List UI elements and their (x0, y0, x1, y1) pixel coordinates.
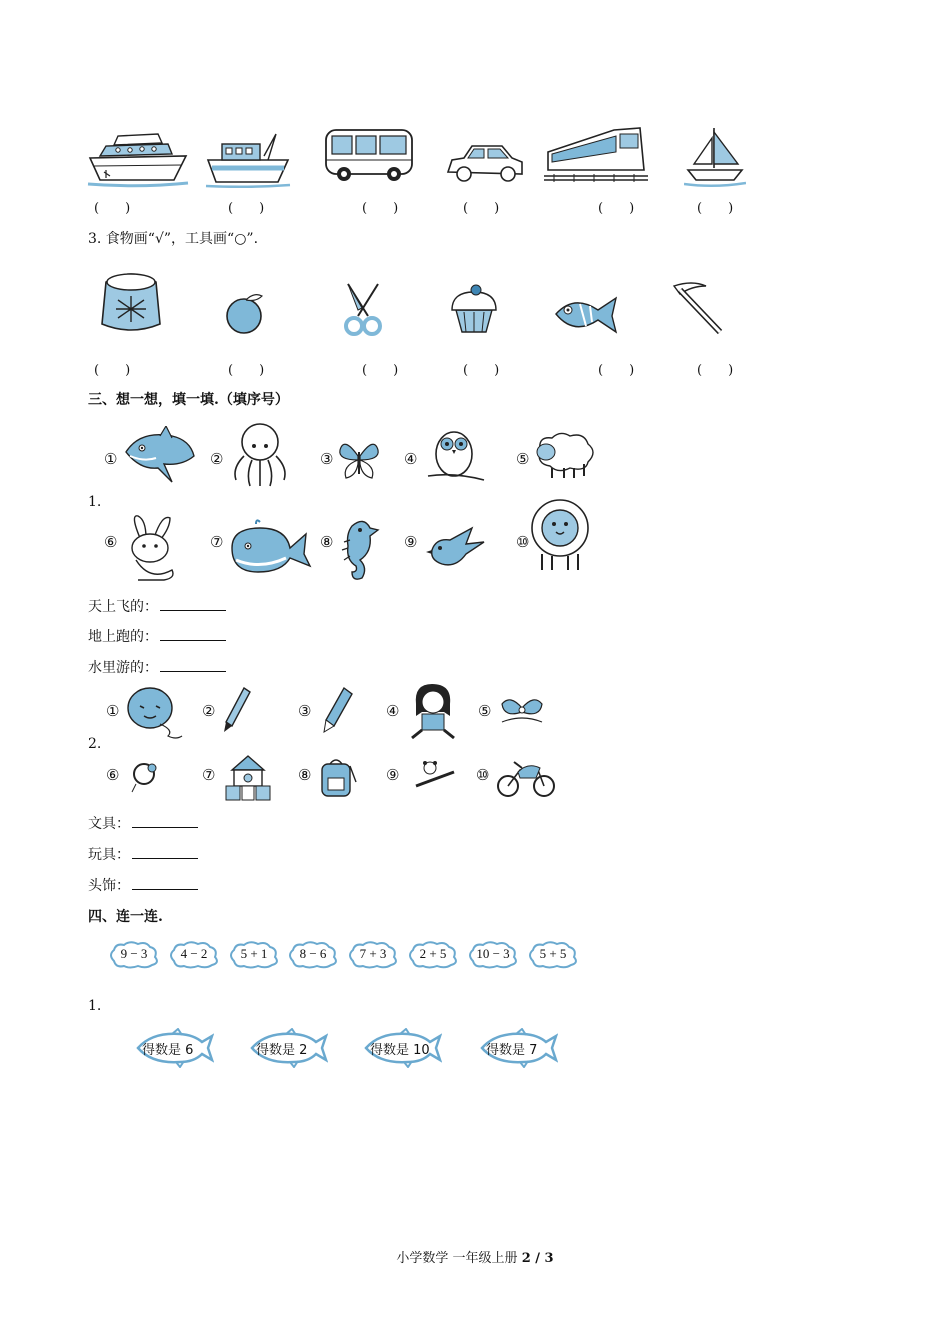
fishing-boat-picture (204, 130, 292, 188)
butterfly-picture (336, 436, 382, 482)
car-picture (444, 140, 526, 188)
expression-cloud[interactable] (407, 941, 459, 969)
backpack-picture (318, 756, 358, 800)
item-number: ⑩ (516, 533, 530, 551)
q3-answer-paren[interactable]: ( ) (463, 363, 500, 378)
expression-cloud[interactable] (108, 941, 160, 969)
answer-blank[interactable] (160, 597, 226, 611)
question-3-instruction: 3. 食物画“√”，工具画“○”. (88, 231, 259, 247)
expression-cloud[interactable] (287, 941, 339, 969)
item-number: ① (104, 450, 118, 468)
expression-text: 4 − 2 (180, 946, 208, 961)
transport-answer-paren[interactable]: ( ) (697, 201, 734, 216)
seahorse-picture (338, 516, 382, 586)
sailboat-picture (684, 124, 746, 188)
bus-picture (322, 126, 416, 186)
fill-label: 玩具： (88, 847, 130, 863)
transport-answer-paren[interactable]: ( ) (463, 201, 500, 216)
owl-picture (424, 426, 486, 488)
balloon-picture (124, 684, 184, 742)
expression-text: 10 − 3 (476, 946, 510, 961)
item-number: ② (202, 702, 216, 720)
item-number: ⑨ (404, 533, 418, 551)
hair-bow-picture (500, 694, 544, 726)
result-fish[interactable] (360, 1028, 442, 1068)
expression-text: 5 + 5 (539, 946, 567, 961)
answer-blank[interactable] (132, 876, 198, 890)
rice-sack-picture (96, 264, 166, 336)
motorcycle-picture (496, 754, 556, 798)
expression-text: 5 + 1 (240, 946, 268, 961)
item-number: ③ (320, 450, 334, 468)
fill-headwear (88, 875, 198, 895)
footer-text: 小学数学 一年级上册 (396, 1251, 522, 1266)
result-text: 得数是 10 (370, 1043, 430, 1058)
pen-picture (222, 686, 252, 736)
item-number: ② (210, 450, 224, 468)
answer-blank[interactable] (132, 845, 198, 859)
scissors-picture (340, 282, 386, 338)
result-fish[interactable] (132, 1028, 214, 1068)
dolphin-picture (120, 426, 202, 488)
doll-picture (408, 682, 458, 742)
panda-pencil-picture (412, 760, 456, 790)
sheep-picture (530, 430, 598, 480)
orange-picture (222, 290, 270, 336)
q3-answer-paren[interactable]: ( ) (697, 363, 734, 378)
expression-text: 7 + 3 (359, 946, 387, 961)
item-number: ⑤ (516, 450, 530, 468)
q3-answer-paren[interactable]: ( ) (362, 363, 399, 378)
transport-answer-paren[interactable]: ( ) (362, 201, 399, 216)
answer-blank[interactable] (160, 627, 226, 641)
item-number: ⑧ (298, 766, 312, 784)
expression-cloud[interactable] (467, 941, 519, 969)
q3-answer-paren[interactable]: ( ) (598, 363, 635, 378)
result-fish[interactable] (246, 1028, 328, 1068)
item-number: ⑦ (202, 766, 216, 784)
item-number: ⑤ (478, 702, 492, 720)
transport-answer-paren[interactable]: ( ) (94, 201, 131, 216)
transport-answer-paren[interactable]: ( ) (228, 201, 265, 216)
fill-label: 文具： (88, 816, 130, 832)
fill-toys (88, 844, 198, 864)
item-number: ⑥ (106, 766, 120, 784)
fill-ground-animals (88, 626, 226, 646)
train-picture (544, 122, 648, 182)
bird-picture (426, 526, 488, 572)
hair-tie-picture (130, 760, 162, 794)
item-number: ③ (298, 702, 312, 720)
fill-label: 地上跑的： (88, 629, 158, 645)
answer-blank[interactable] (132, 814, 198, 828)
building-blocks-picture (222, 752, 274, 804)
item-number: ⑥ (104, 533, 118, 551)
fill-stationery (88, 813, 198, 833)
section-3-heading: 三、想一想，填一填.（填序号） (88, 392, 289, 408)
item-number: ⑦ (210, 533, 224, 551)
section-4-question-label: 1. (88, 998, 102, 1014)
question-2-label: 2. (88, 736, 102, 752)
expression-text: 9 − 3 (120, 946, 148, 961)
result-text: 得数是 7 (486, 1043, 538, 1058)
expression-cloud[interactable] (168, 941, 220, 969)
rabbit-picture (120, 512, 182, 584)
cupcake-picture (446, 282, 502, 336)
expression-cloud[interactable] (527, 941, 579, 969)
octopus-picture (226, 420, 292, 490)
fill-label: 天上飞的： (88, 599, 158, 615)
fish-picture (552, 292, 620, 336)
q3-answer-paren[interactable]: ( ) (228, 363, 265, 378)
fill-sky-animals (88, 596, 226, 616)
fill-water-animals (88, 657, 226, 677)
expression-cloud[interactable] (347, 941, 399, 969)
result-fish[interactable] (476, 1028, 558, 1068)
item-number: ④ (386, 702, 400, 720)
expression-text: 8 − 6 (299, 946, 327, 961)
result-text: 得数是 2 (256, 1043, 308, 1058)
transport-answer-paren[interactable]: ( ) (598, 201, 635, 216)
whale-picture (226, 518, 312, 576)
section-4-heading: 四、连一连. (88, 909, 163, 925)
pencil-picture (322, 686, 354, 736)
sickle-picture (670, 280, 728, 338)
fill-label: 头饰： (88, 878, 130, 894)
q3-answer-paren[interactable]: ( ) (94, 363, 131, 378)
lion-picture (528, 498, 594, 574)
cruise-ship-picture (86, 128, 190, 188)
page-number: 2 / 3 (521, 1251, 554, 1266)
item-number: ① (106, 702, 120, 720)
item-number: ⑧ (320, 533, 334, 551)
item-number: ⑩ (476, 766, 490, 784)
result-text: 得数是 6 (142, 1043, 194, 1058)
page-footer (0, 1247, 950, 1266)
question-1-label: 1. (88, 494, 102, 510)
expression-text: 2 + 5 (419, 946, 447, 961)
fill-label: 水里游的： (88, 660, 158, 676)
item-number: ④ (404, 450, 418, 468)
expression-cloud[interactable] (228, 941, 280, 969)
answer-blank[interactable] (160, 658, 226, 672)
item-number: ⑨ (386, 766, 400, 784)
